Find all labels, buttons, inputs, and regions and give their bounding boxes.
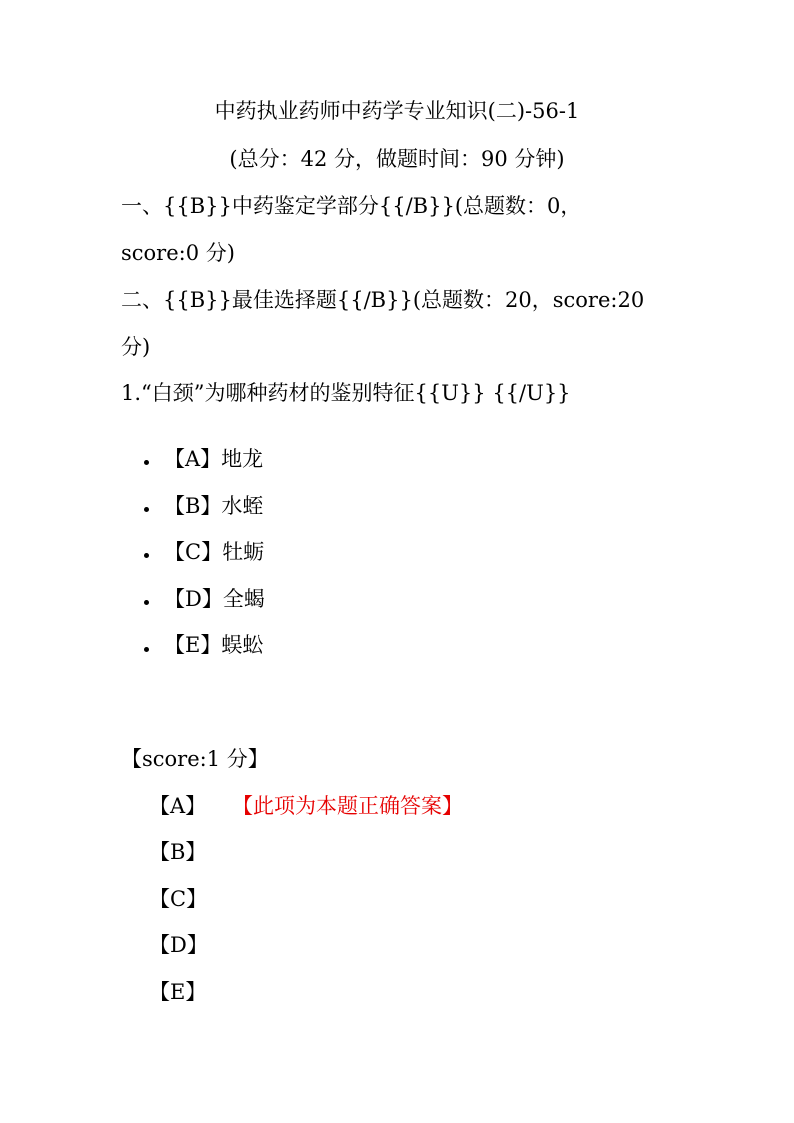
score-label: 【score:1 分】 (121, 747, 269, 771)
bullet-icon (144, 553, 149, 558)
bullet-icon (144, 647, 149, 652)
document-subtitle: (总分：42 分，做题时间：90 分钟) (229, 147, 565, 171)
option-label: 【E】蜈蚣 (164, 633, 264, 657)
question-text: 1.“白颈”为哪种药材的鉴别特征{{U}} {{/U}} (121, 381, 571, 405)
option-label: 【A】地龙 (164, 447, 264, 471)
section-heading-2-cont: 分) (121, 335, 151, 359)
answer-option: 【B】 (149, 840, 207, 864)
option-label: 【C】牡蛎 (164, 540, 265, 564)
bullet-icon (144, 460, 149, 465)
document-title: 中药执业药师中药学专业知识(二)-56-1 (214, 99, 580, 123)
answer-option: 【D】 (149, 933, 208, 957)
section-heading-2: 二、{{B}}最佳选择题{{/B}}(总题数：20，score:20 (121, 288, 645, 312)
bullet-icon (144, 600, 149, 605)
option-label: 【D】全蝎 (164, 587, 265, 611)
option-label: 【B】水蛭 (164, 494, 264, 518)
section-heading-1-cont: score:0 分) (121, 241, 235, 265)
answer-option: 【A】 (149, 794, 207, 818)
bullet-icon (144, 507, 149, 512)
correct-answer-note: 【此项为本题正确答案】 (232, 794, 463, 818)
answer-option: 【E】 (149, 980, 207, 1004)
answer-option: 【C】 (149, 887, 208, 911)
section-heading-1: 一、{{B}}中药鉴定学部分{{/B}}(总题数：0， (121, 194, 582, 218)
